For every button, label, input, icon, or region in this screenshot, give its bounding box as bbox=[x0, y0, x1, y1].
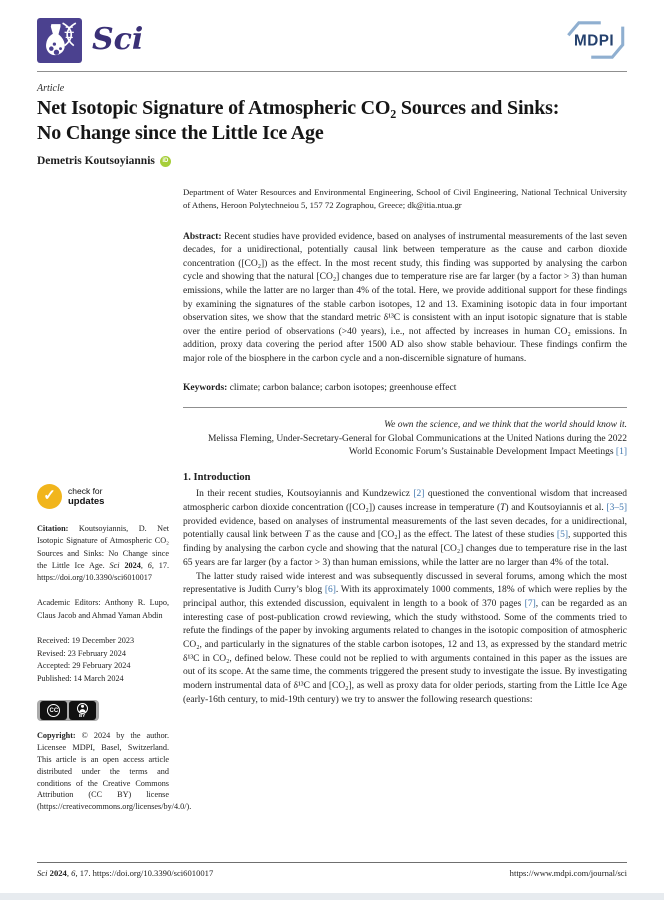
published-date: Published: 14 March 2024 bbox=[37, 673, 124, 683]
mdpi-wordmark: MDPI bbox=[574, 32, 615, 50]
text-segment: 6 bbox=[147, 560, 152, 570]
text-segment: , bbox=[140, 560, 148, 570]
text-segment: ) and Koutsoyiannis et al. bbox=[505, 503, 607, 514]
text-segment: questioned the conventional wisdom that increased atmospheric carbon dioxide concentration ([CO₂]) causes increase in temperature ( bbox=[183, 489, 627, 514]
text-segment: 2024 bbox=[49, 868, 67, 878]
journal-name: Sci bbox=[92, 22, 144, 57]
journal-header bbox=[37, 12, 627, 68]
paper-title-line-1: Net Isotopic Signature of Atmospheric CO₂ Sources and Sinks: bbox=[37, 97, 560, 119]
text-segment: In their recent studies, Koutsoyiannis and Kundzewicz bbox=[196, 489, 414, 500]
text-segment: T bbox=[304, 530, 310, 541]
author-name: Demetris Koutsoyiannis bbox=[37, 155, 155, 167]
dates-block bbox=[37, 635, 169, 685]
sci-journal-logo[interactable] bbox=[37, 18, 143, 63]
citation-link[interactable]: [6] bbox=[324, 585, 336, 596]
abstract bbox=[183, 231, 627, 367]
text-segment: © 2024 by the author. Licensee MDPI, Basel, Switzerland. This article is an open access article distributed under the terms and conditions of the Creative Commons Attribution (CC BY) license (https://creativecommons.org/licenses/by/4.0/). bbox=[37, 731, 192, 812]
epigraph-quote: We own the science, and we think that the world should know it. bbox=[384, 420, 627, 431]
epigraph-credit bbox=[183, 433, 627, 460]
by-label: BY bbox=[79, 713, 86, 719]
text-segment: Copyright: bbox=[37, 731, 82, 741]
text-segment: as the cause and [CO₂] as the effect. The latest of these studies bbox=[309, 530, 557, 541]
title-block bbox=[37, 83, 627, 167]
check-for-updates-label bbox=[68, 487, 104, 506]
academic-editors-block: Academic Editors: Anthony R. Lupo, Claus Jacob and Ahmad Yaman Abdin bbox=[37, 598, 169, 620]
text-segment: . With its approximately 1000 comments, 18% of which were replies by the principal author, this extended discussion, equivalent in length to a book of 370 pages bbox=[183, 585, 627, 609]
text-segment: , 17. https://doi.org/10.3390/sci6010017 bbox=[37, 560, 170, 583]
intro-paragraph-2 bbox=[183, 571, 627, 708]
copyright-block bbox=[37, 730, 192, 813]
text-segment: T bbox=[500, 503, 506, 514]
text-segment: 6 bbox=[71, 868, 76, 878]
mdpi-logo[interactable] bbox=[565, 19, 627, 61]
keywords-label: Keywords: bbox=[183, 382, 228, 393]
text-segment: provided evidence, based on analyses of instrumental measurements of the last seven decades, for a unidirectional, potentially causal link between bbox=[183, 516, 627, 541]
updates-label: updates bbox=[68, 495, 105, 507]
text-segment: , supported this finding by analysing the carbon cycle and showing that the natural [CO₂] changes due to temperature rise in the last 65 years are far larger (by a factor > 3) than human emissions, while the latter are no larger than 4% of the total. bbox=[183, 530, 627, 568]
page-edge bbox=[0, 893, 664, 900]
person-icon bbox=[77, 703, 88, 714]
epigraph bbox=[183, 419, 627, 459]
text-segment: 2024 bbox=[124, 560, 141, 570]
citation-link[interactable]: [3–5] bbox=[606, 503, 627, 514]
accepted-date: Accepted: 29 February 2024 bbox=[37, 661, 131, 671]
section-heading-introduction: 1. Introduction bbox=[183, 472, 251, 484]
keywords-text: climate; carbon balance; carbon isotopes; greenhouse effect bbox=[229, 382, 457, 393]
keywords bbox=[183, 382, 627, 396]
paper-title bbox=[37, 96, 627, 146]
cc-icon bbox=[40, 701, 67, 720]
sidebar bbox=[37, 183, 192, 813]
header-divider bbox=[37, 71, 627, 72]
by-person-icon bbox=[69, 701, 96, 720]
text-segment: , 17. https://doi.org/10.3390/sci6010017 bbox=[75, 868, 214, 878]
page-footer bbox=[37, 868, 627, 878]
orcid-icon[interactable]: iD bbox=[160, 156, 171, 167]
citation-link[interactable]: [2] bbox=[413, 489, 425, 500]
section-divider bbox=[183, 407, 627, 408]
author-row bbox=[37, 155, 627, 167]
received-date: Received: 19 December 2023 bbox=[37, 636, 135, 646]
text-segment: Melissa Fleming, Under-Secretary-General for Global Communications at the United Nations during the 2022 World Economic Forum’s Sustainable Development Impact Meetings bbox=[207, 433, 627, 457]
text-segment: Koutsoyiannis, D. Net Isotopic Signature of Atmospheric CO₂ Sources and Sinks: No Change since the Little Ice Age. bbox=[37, 524, 169, 570]
abstract-text: Recent studies have provided evidence, based on analyses of instrumental measurements of the last seven decades, for a unidirectional, potentially causal link between temperature as the cause and carbon dioxide concentration ([CO₂]) as the effect. In the most recent study, this finding was supported by analysing the carbon cycle and showing that the natural [CO₂] changes due to temperature rise are far larger (by a factor > 3) than human emissions, while the latter are no larger than 4% of the total. Here, we provide additional support for these findings by examining the signatures of the stable carbon isotopes, 12 and 13. Examining isotopic data in four important observation sites, we show that the standard metric δ¹³C is consistent with an input isotopic signature that is stable over the entire period of observations (>40 years), i.e., not affected by increases in human CO₂ emissions. In addition, proxy data covering the period after 1500 AD also show stable behaviour. These findings confirm the major role of the biosphere in the carbon cycle and a non-discernible signature of humans. bbox=[183, 231, 628, 364]
sci-flask-icon bbox=[37, 18, 82, 63]
footer-citation[interactable] bbox=[37, 868, 213, 878]
text-segment: Sci bbox=[109, 560, 125, 570]
text-segment: , bbox=[66, 868, 72, 878]
cc-by-license-badge[interactable] bbox=[37, 700, 99, 721]
affiliation: Department of Water Resources and Environmental Engineering, School of Civil Engineering, National Technical University of Athens, Heroon Polytechneiou 5, 157 72 Zographou, Greece; dk@itia.ntua.gr bbox=[183, 187, 627, 210]
check-for-label: check for bbox=[68, 486, 103, 496]
intro-paragraph-1 bbox=[183, 488, 627, 570]
mdpi-hexagon-icon bbox=[565, 19, 627, 61]
checkmark-icon: ✓ bbox=[37, 484, 62, 509]
revised-date: Revised: 23 February 2024 bbox=[37, 648, 126, 658]
citation-link[interactable]: [5] bbox=[556, 530, 568, 541]
text-segment: , can be regarded as an interesting case of post-publication crowd reviewing, which the study withstood. Some of the comments tried to refute the findings of the paper by invoking arguments related to changes in the isotopic composition of atmospheric CO₂, and particularly in the signatures of the stable carbon isotopes, 12 and 13, as expressed by the standard metric δ¹³C in CO₂, defined below. These could not be replied to with arguments contained in this paper as the issues are out of its scope. At the same time, the comments triggered the present study to investigate the issue. By investigating modern instrumental data of δ¹³C and [CO₂], as well as proxy data for older periods, starting from the Little Ice Age (early-16th century, to mid-19th century) we try to answer the following research questions: bbox=[183, 598, 627, 705]
abstract-label: Abstract: bbox=[183, 231, 222, 242]
text-segment: The latter study raised wide interest and was subsequently discussed in several forums, among which the most representative is Judith Curry’s blog bbox=[183, 571, 627, 596]
text-segment: Citation: bbox=[37, 524, 79, 533]
check-for-updates-badge[interactable] bbox=[37, 484, 169, 509]
article-type-label: Article bbox=[37, 83, 65, 94]
citation-link[interactable]: [7] bbox=[524, 598, 536, 609]
main-column bbox=[183, 186, 627, 708]
text-segment: Sci bbox=[37, 868, 50, 878]
footer-journal-url[interactable]: https://www.mdpi.com/journal/sci bbox=[509, 868, 627, 878]
citation-link[interactable]: [1] bbox=[615, 446, 627, 457]
citation-block bbox=[37, 523, 169, 584]
paper-title-line-2: No Change since the Little Ice Age bbox=[37, 122, 324, 144]
footer-divider bbox=[37, 862, 627, 863]
cc-circle: CC bbox=[47, 704, 60, 717]
